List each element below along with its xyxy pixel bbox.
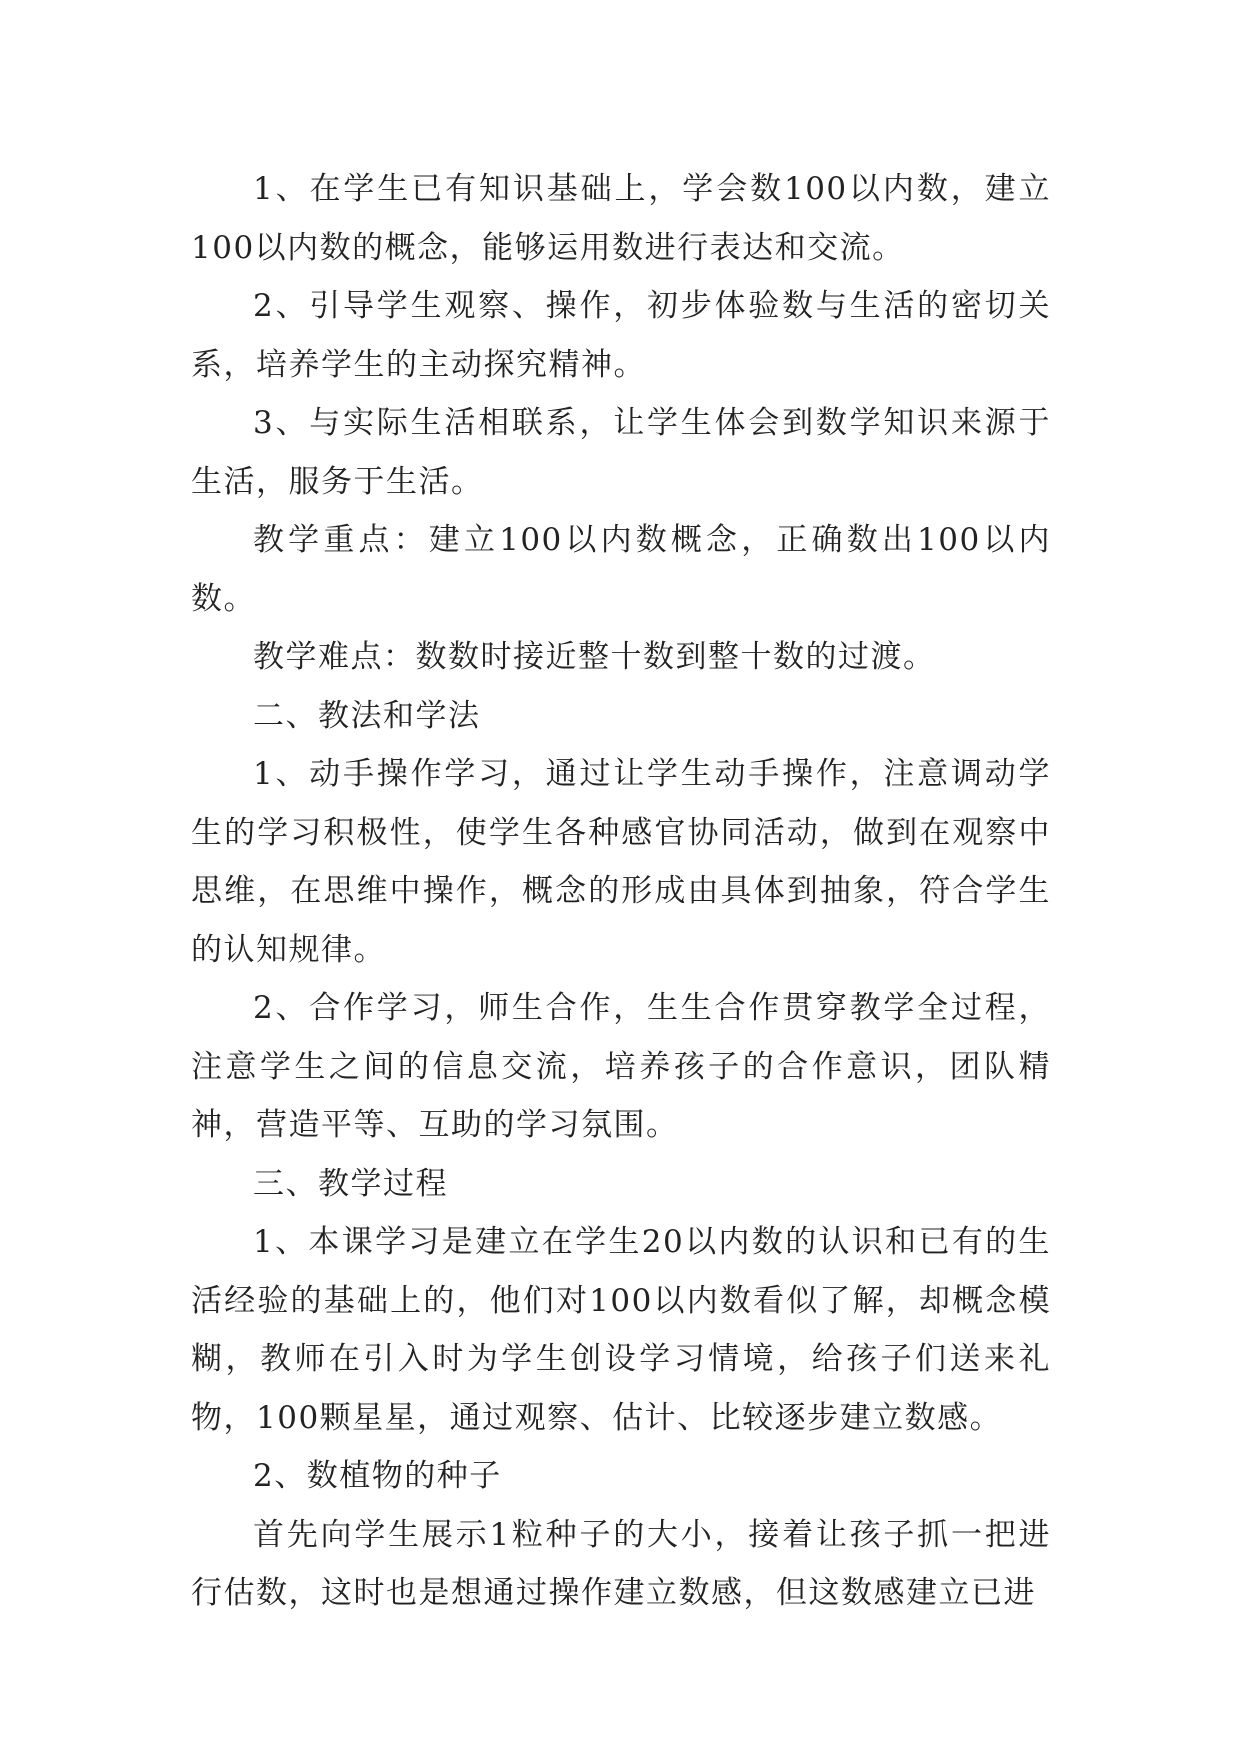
paragraph-key-point: 教学重点：建立100以内数概念，正确数出100以内数。	[191, 522, 1051, 617]
paragraph-goal-2: 2、引导学生观察、操作，初步体验数与生活的密切关系，培养学生的主动探究精神。	[191, 288, 1051, 383]
paragraph-difficulty: 教学难点：数数时接近整十数到整十数的过渡。	[253, 639, 936, 675]
document-body	[191, 160, 1051, 1623]
paragraph-goal-3: 3、与实际生活相联系，让学生体会到数学知识来源于生活，服务于生活。	[191, 405, 1051, 500]
section-heading-process: 三、教学过程	[253, 1165, 448, 1202]
section-heading-methods: 二、教法和学法	[253, 697, 481, 734]
paragraph-goal-1: 1、在学生已有知识基础上，学会数100以内数，建立100以内数的概念，能够运用数进行表达和交流。	[191, 171, 1051, 266]
paragraph-process-2-body: 首先向学生展示1粒种子的大小，接着让孩子抓一把进行估数，这时也是想通过操作建立数感，但这数感建立已进	[191, 1516, 1051, 1611]
paragraph-process-2-title: 2、数植物的种子	[253, 1458, 502, 1494]
paragraph-process-1: 1、本课学习是建立在学生20以内数的认识和已有的生活经验的基础上的，他们对100以内数看似了解，却概念模糊，教师在引入时为学生创设学习情境，给孩子们送来礼物，100颗星星，通过观察、估计、比较逐步建立数感。	[191, 1224, 1051, 1436]
paragraph-method-2: 2、合作学习，师生合作，生生合作贯穿教学全过程，注意学生之间的信息交流，培养孩子的合作意识，团队精神，营造平等、互助的学习氛围。	[191, 990, 1051, 1143]
paragraph-method-1: 1、动手操作学习，通过让学生动手操作，注意调动学生的学习积极性，使学生各种感官协同活动，做到在观察中思维，在思维中操作，概念的形成由具体到抽象，符合学生的认知规律。	[191, 756, 1051, 968]
